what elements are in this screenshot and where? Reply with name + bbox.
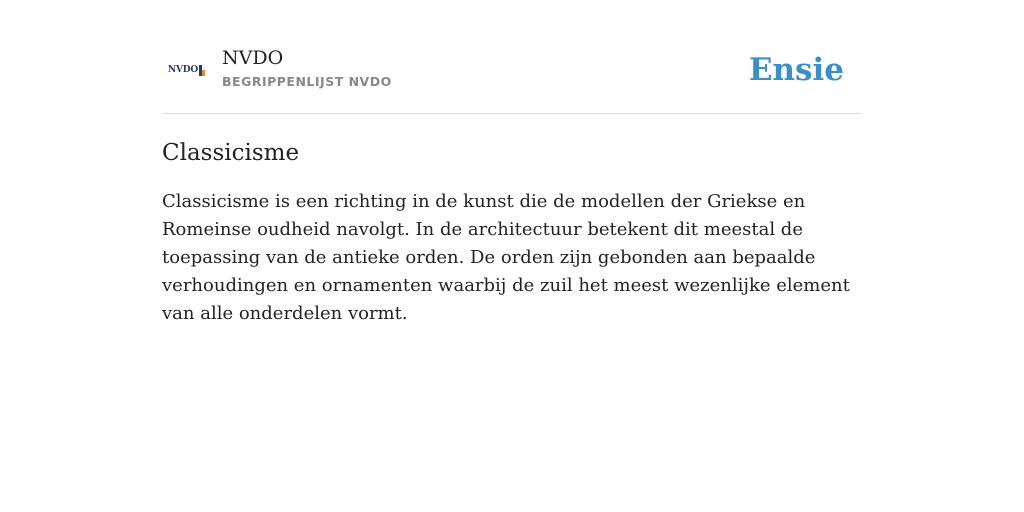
site-subtitle: BEGRIPPENLIJST NVDO: [222, 74, 392, 89]
term-title: Classicisme: [162, 140, 300, 166]
ensie-brand-link[interactable]: Ensie: [748, 52, 844, 88]
nvdo-logo[interactable]: [168, 63, 202, 77]
page-container: [162, 40, 862, 328]
logo-text: NVDO: [168, 65, 199, 75]
site-name[interactable]: NVDO: [222, 47, 284, 69]
logo-mark-icon: [199, 65, 202, 76]
header: [162, 40, 862, 114]
term-definition: Classicisme is een richting in de kunst die de modellen der Griekse en Romeinse oudheid navolgt. In de architectuur betekent dit meestal de toepassing van de antieke orden. De orden zijn gebonden aan bepaalde verhoudingen en ornamenten waarbij de zuil het meest wezenlijke element van alle onderdelen vormt.: [162, 191, 850, 324]
